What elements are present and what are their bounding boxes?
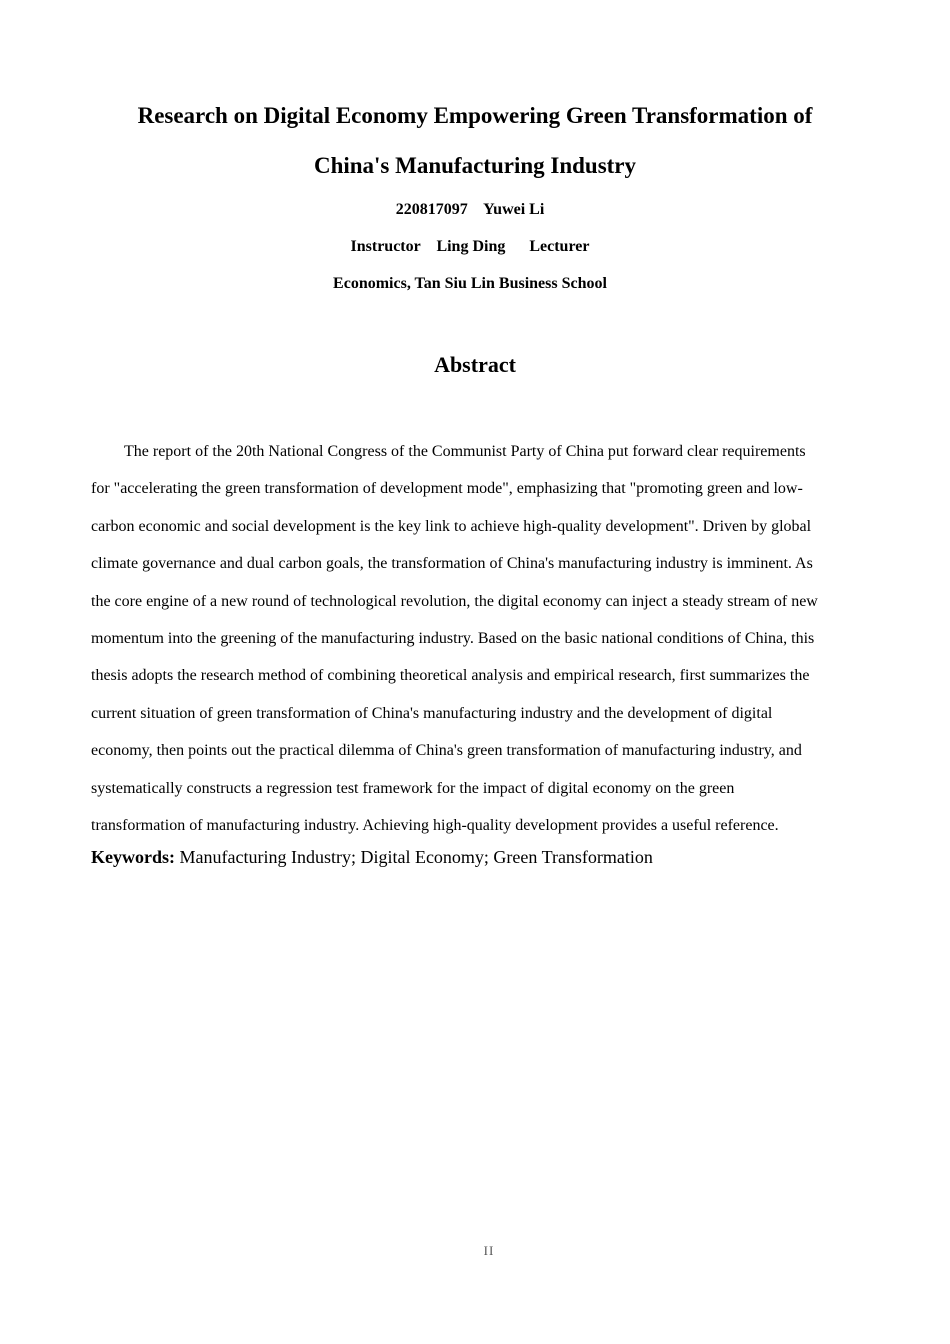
thesis-title-line-2: China's Manufacturing Industry [313,153,637,178]
abstract-line: the core engine of a new round of technological revolution, the digital economy can inject a steady stream of new [91,592,818,610]
keywords-label: Keywords: [91,847,175,867]
keywords-line [91,844,871,870]
instructor-line: Instructor Ling Ding Lecturer [350,238,590,255]
department-line: Economics, Tan Siu Lin Business School [333,275,607,292]
abstract-heading: Abstract [434,352,516,377]
abstract-line: systematically constructs a regression test framework for the impact of digital economy on the green [91,779,735,797]
keywords-value: Manufacturing Industry; Digital Economy; Green Transformation [175,847,653,867]
student-id-name: 220817097 Yuwei Li [395,201,545,218]
page-number: II [483,1243,495,1258]
abstract-paragraph [91,433,859,844]
abstract-line: climate governance and dual carbon goals, the transformation of China's manufacturing industry is imminent. As [91,555,813,573]
abstract-line: momentum into the greening of the manufacturing industry. Based on the basic national conditions of China, this [91,630,815,648]
abstract-line: economy, then points out the practical dilemma of China's green transformation of manufacturing industry, and [91,742,802,760]
thesis-title-line-1: Research on Digital Economy Empowering Green Transformation of [137,103,813,128]
abstract-line: thesis adopts the research method of combining theoretical analysis and empirical research, first summarizes the [91,667,810,685]
abstract-line: The report of the 20th National Congress of the Communist Party of China put forward clear requirements [124,443,806,460]
abstract-line: current situation of green transformation of China's manufacturing industry and the development of digital [91,704,773,722]
abstract-line: for "accelerating the green transformation of development mode", emphasizing that "promoting green and low- [91,480,803,498]
abstract-line: carbon economic and social development is the key link to achieve high-quality development". Driven by global [91,517,812,535]
abstract-line: transformation of manufacturing industry. Achieving high-quality development provides a useful reference. [91,817,779,835]
